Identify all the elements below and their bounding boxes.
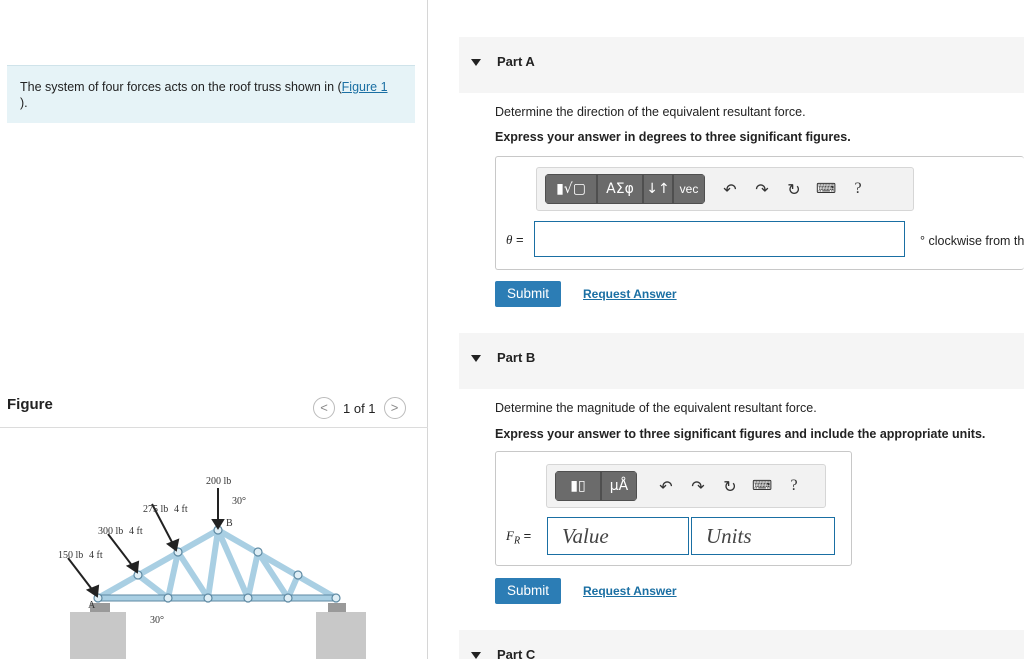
right-panel xyxy=(429,0,1024,659)
roller-support xyxy=(328,603,346,612)
intro-text-end: ). xyxy=(20,96,28,110)
left-panel xyxy=(0,0,428,659)
templates-button[interactable]: ▮▯ xyxy=(555,471,601,501)
part-b-instruction: Express your answer to three significant figures and include the appropriate units. xyxy=(495,427,986,441)
angle-30-bottom-label: 30° xyxy=(150,615,164,626)
intro-text: The system of four forces acts on the roof truss shown in ( xyxy=(20,80,342,94)
part-b-submit-button[interactable]: Submit xyxy=(495,578,561,604)
dim-4ft-1: 4 ft xyxy=(174,504,188,515)
next-figure-button[interactable]: > xyxy=(384,397,406,419)
part-b-toolbar xyxy=(546,464,826,508)
part-a-instruction: Express your answer in degrees to three significant figures. xyxy=(495,130,851,144)
help-button[interactable]: ? xyxy=(790,477,798,494)
units-input[interactable]: Units xyxy=(691,517,835,555)
dim-4ft-3: 4 ft xyxy=(89,550,103,561)
part-a-request-answer-link[interactable]: Request Answer xyxy=(583,287,677,301)
figure-pager xyxy=(313,397,406,419)
redo-icon[interactable]: ↷ xyxy=(691,476,705,496)
point-a-label: A xyxy=(88,600,96,611)
part-a-header[interactable] xyxy=(459,37,1024,93)
direction-unit-text: ° clockwise from th xyxy=(920,234,1024,248)
toolbar-group-units xyxy=(555,471,637,501)
reset-icon[interactable]: ↻ xyxy=(723,476,737,496)
greek-symbols-button[interactable]: ΑΣφ xyxy=(597,174,643,204)
undo-icon[interactable]: ↶ xyxy=(723,179,737,199)
part-b-header[interactable] xyxy=(459,333,1024,389)
part-a-toolbar xyxy=(536,167,914,211)
force-150-label: 150 lb xyxy=(58,550,84,561)
figure-header xyxy=(0,392,428,428)
part-a-title: Part A xyxy=(497,54,535,69)
point-b-label: B xyxy=(226,518,233,529)
vector-button[interactable]: vec xyxy=(673,174,705,204)
pager-text: 1 of 1 xyxy=(343,400,376,416)
part-a-question: Determine the direction of the equivalent resultant force. xyxy=(495,105,806,119)
part-a-answer-box xyxy=(495,156,1024,270)
reset-icon[interactable]: ↻ xyxy=(787,179,801,199)
arrows-button[interactable]: ↓↑ xyxy=(643,174,673,204)
part-c-header[interactable] xyxy=(459,630,1024,659)
templates-button[interactable]: ▮√▢ xyxy=(545,174,597,204)
collapse-triangle-icon[interactable] xyxy=(471,652,481,659)
value-input[interactable]: Value xyxy=(547,517,689,555)
part-b-answer-box xyxy=(495,451,852,566)
part-c-title: Part C xyxy=(497,647,536,659)
part-b-request-answer-link[interactable]: Request Answer xyxy=(583,584,677,598)
problem-statement xyxy=(7,65,415,123)
left-support-block xyxy=(70,612,126,659)
units-button[interactable]: μÅ xyxy=(601,471,637,501)
help-button[interactable]: ? xyxy=(854,180,862,197)
figure-link[interactable]: Figure 1 xyxy=(341,80,388,94)
force-300-label: 300 lb xyxy=(98,526,124,537)
prev-figure-button[interactable]: < xyxy=(313,397,335,419)
part-a-submit-button[interactable]: Submit xyxy=(495,281,561,307)
keyboard-icon[interactable]: ⌨ xyxy=(815,181,837,197)
theta-input[interactable] xyxy=(534,221,905,257)
fr-label: $F_R$ = xyxy=(506,528,532,547)
force-200-label: 200 lb xyxy=(206,476,232,487)
collapse-triangle-icon[interactable] xyxy=(471,59,481,66)
theta-label: θ = xyxy=(506,232,524,247)
collapse-triangle-icon[interactable] xyxy=(471,355,481,362)
part-b-title: Part B xyxy=(497,350,536,365)
redo-icon[interactable]: ↷ xyxy=(755,179,769,199)
figure-title: Figure xyxy=(7,396,53,413)
roof-truss-figure xyxy=(40,440,380,659)
part-b-question: Determine the magnitude of the equivalent resultant force. xyxy=(495,401,817,415)
toolbar-group-templates xyxy=(545,174,705,204)
right-support-block xyxy=(316,612,366,659)
angle-30-top-label: 30° xyxy=(232,496,246,507)
dim-4ft-2: 4 ft xyxy=(129,526,143,537)
keyboard-icon[interactable]: ⌨ xyxy=(751,478,773,494)
force-275-label: 275 lb xyxy=(143,504,169,515)
undo-icon[interactable]: ↶ xyxy=(659,476,673,496)
